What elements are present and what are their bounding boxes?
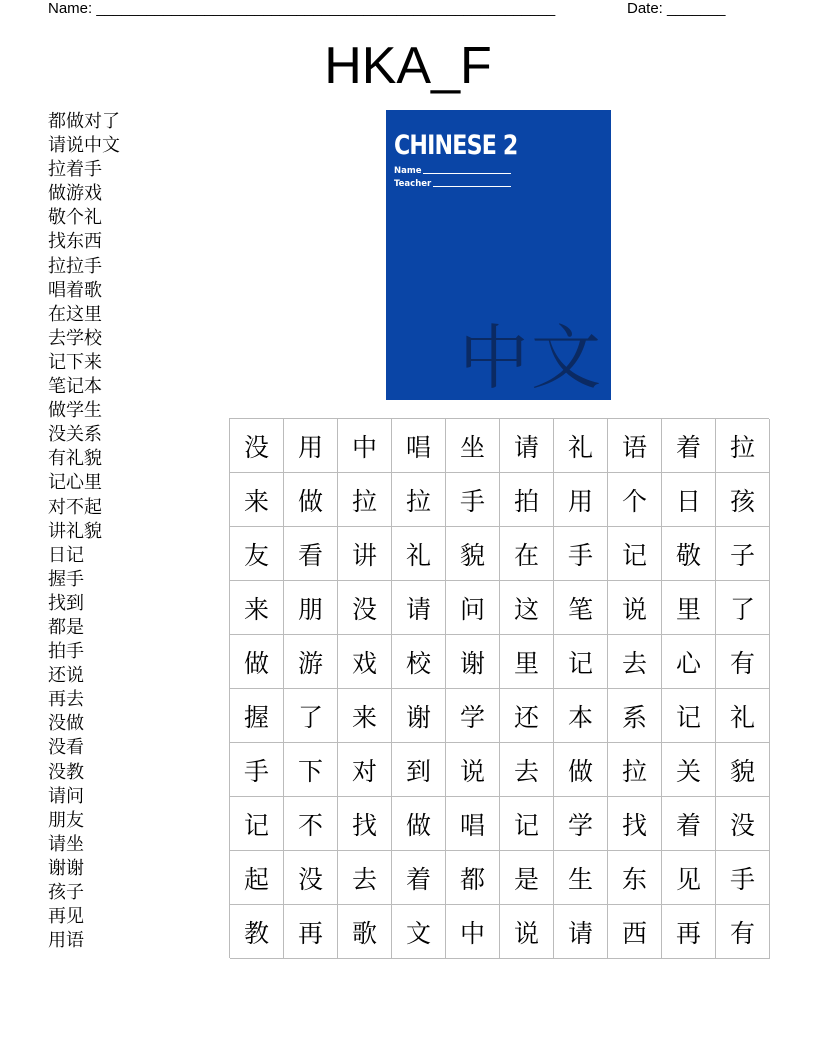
grid-cell: 关 <box>662 743 716 797</box>
grid-cell: 唱 <box>392 419 446 473</box>
grid-cell: 请 <box>392 581 446 635</box>
grid-cell: 记 <box>500 797 554 851</box>
word-list-item: 唱着歌 <box>48 279 102 301</box>
grid-cell: 没 <box>284 851 338 905</box>
cover-teacher-field <box>394 179 511 189</box>
grid-cell: 记 <box>230 797 284 851</box>
page-title: HKA_F <box>324 37 492 95</box>
grid-cell: 见 <box>662 851 716 905</box>
grid-cell: 里 <box>662 581 716 635</box>
grid-cell: 有 <box>716 635 770 689</box>
grid-cell: 学 <box>446 689 500 743</box>
cover-name-label: Name <box>394 166 422 176</box>
grid-cell: 貌 <box>716 743 770 797</box>
cover-name-rule <box>423 173 511 174</box>
grid-cell: 去 <box>500 743 554 797</box>
word-search-grid <box>229 418 769 958</box>
grid-cell: 敬 <box>662 527 716 581</box>
grid-cell: 本 <box>554 689 608 743</box>
grid-cell: 记 <box>608 527 662 581</box>
grid-cell: 说 <box>608 581 662 635</box>
word-list-item: 朋友 <box>48 809 84 831</box>
word-list-item: 用语 <box>48 930 84 952</box>
grid-cell: 问 <box>446 581 500 635</box>
grid-cell: 下 <box>284 743 338 797</box>
grid-cell: 是 <box>500 851 554 905</box>
grid-cell: 中 <box>446 905 500 959</box>
grid-cell: 谢 <box>392 689 446 743</box>
grid-cell: 拉 <box>608 743 662 797</box>
grid-cell: 没 <box>230 419 284 473</box>
grid-cell: 心 <box>662 635 716 689</box>
grid-cell: 系 <box>608 689 662 743</box>
grid-cell: 有 <box>716 905 770 959</box>
grid-cell: 说 <box>500 905 554 959</box>
word-list-item: 讲礼貌 <box>48 520 102 542</box>
grid-cell: 学 <box>554 797 608 851</box>
grid-cell: 请 <box>500 419 554 473</box>
grid-cell: 都 <box>446 851 500 905</box>
word-list-item: 握手 <box>48 568 84 590</box>
grid-cell: 着 <box>392 851 446 905</box>
grid-cell: 手 <box>554 527 608 581</box>
grid-cell: 做 <box>392 797 446 851</box>
grid-cell: 日 <box>662 473 716 527</box>
word-list-item: 做学生 <box>48 400 102 422</box>
grid-cell: 游 <box>284 635 338 689</box>
word-list-item: 拉拉手 <box>48 255 102 277</box>
grid-cell: 友 <box>230 527 284 581</box>
grid-cell: 坐 <box>446 419 500 473</box>
grid-cell: 拍 <box>500 473 554 527</box>
cover-chinese-glyphs: 中文 <box>459 317 603 399</box>
grid-cell: 讲 <box>338 527 392 581</box>
grid-cell: 没 <box>716 797 770 851</box>
word-list-item: 记下来 <box>48 351 102 373</box>
grid-cell: 朋 <box>284 581 338 635</box>
cover-teacher-rule <box>433 186 511 187</box>
word-list-item: 都做对了 <box>48 111 120 132</box>
cover-title: CHINESE 2 <box>394 130 518 161</box>
grid-cell: 手 <box>446 473 500 527</box>
grid-cell: 来 <box>230 473 284 527</box>
word-list-item: 在这里 <box>48 303 102 325</box>
grid-cell: 用 <box>554 473 608 527</box>
word-list-item: 有礼貌 <box>48 448 102 470</box>
word-list-item: 找到 <box>48 592 84 614</box>
word-list-item: 做游戏 <box>48 183 102 205</box>
grid-cell: 说 <box>446 743 500 797</box>
word-list-item: 没看 <box>48 737 84 759</box>
grid-cell: 做 <box>284 473 338 527</box>
grid-cell: 找 <box>338 797 392 851</box>
grid-cell: 去 <box>338 851 392 905</box>
grid-cell: 到 <box>392 743 446 797</box>
grid-cell: 孩 <box>716 473 770 527</box>
grid-cell: 用 <box>284 419 338 473</box>
grid-cell: 来 <box>338 689 392 743</box>
word-list-item: 孩子 <box>48 882 84 903</box>
grid-cell: 看 <box>284 527 338 581</box>
name-field: Name: _______________________________________________________ <box>48 0 556 17</box>
grid-cell: 手 <box>716 851 770 905</box>
word-list <box>48 110 208 953</box>
grid-cell: 歌 <box>338 905 392 959</box>
word-list-item: 再去 <box>48 689 84 711</box>
grid-cell: 拉 <box>716 419 770 473</box>
grid-cell: 礼 <box>716 689 770 743</box>
grid-cell: 了 <box>284 689 338 743</box>
word-list-item: 去学校 <box>48 327 102 349</box>
grid-cell: 着 <box>662 419 716 473</box>
grid-cell: 子 <box>716 527 770 581</box>
word-list-item: 记心里 <box>48 472 102 494</box>
grid-cell: 个 <box>608 473 662 527</box>
word-list-item: 日记 <box>48 544 84 566</box>
grid-cell: 拉 <box>392 473 446 527</box>
grid-cell: 起 <box>230 851 284 905</box>
word-list-item: 没教 <box>48 761 84 783</box>
cover-teacher-label: Teacher <box>394 179 432 189</box>
grid-cell: 戏 <box>338 635 392 689</box>
word-list-item: 还说 <box>48 665 84 687</box>
grid-cell: 这 <box>500 581 554 635</box>
word-list-item: 没关系 <box>48 424 102 446</box>
word-list-item: 再见 <box>48 906 84 928</box>
grid-cell: 没 <box>338 581 392 635</box>
grid-cell: 再 <box>284 905 338 959</box>
grid-cell: 里 <box>500 635 554 689</box>
grid-cell: 唱 <box>446 797 500 851</box>
grid-cell: 再 <box>662 905 716 959</box>
grid-cell: 来 <box>230 581 284 635</box>
word-list-item: 谢谢 <box>48 857 84 879</box>
word-list-item: 敬个礼 <box>48 207 102 229</box>
word-list-item: 请坐 <box>48 833 84 855</box>
grid-cell: 了 <box>716 581 770 635</box>
grid-cell: 西 <box>608 905 662 959</box>
grid-cell: 握 <box>230 689 284 743</box>
grid-cell: 谢 <box>446 635 500 689</box>
grid-cell: 找 <box>608 797 662 851</box>
word-list-item: 请说中文 <box>48 135 120 157</box>
grid-cell: 貌 <box>446 527 500 581</box>
grid-cell: 礼 <box>554 419 608 473</box>
grid-cell: 手 <box>230 743 284 797</box>
grid-cell: 语 <box>608 419 662 473</box>
grid-cell: 文 <box>392 905 446 959</box>
word-list-item: 找东西 <box>48 231 102 253</box>
grid-cell: 做 <box>230 635 284 689</box>
grid-cell: 去 <box>608 635 662 689</box>
grid-cell: 教 <box>230 905 284 959</box>
grid-cell: 着 <box>662 797 716 851</box>
grid-cell: 笔 <box>554 581 608 635</box>
grid-cell: 记 <box>662 689 716 743</box>
word-list-item: 都是 <box>48 616 84 638</box>
grid-cell: 校 <box>392 635 446 689</box>
cover-name-field <box>394 166 511 176</box>
word-list-item: 对不起 <box>48 496 102 518</box>
word-list-item: 拉着手 <box>48 159 102 181</box>
grid-cell: 做 <box>554 743 608 797</box>
word-list-item: 拍手 <box>48 641 84 663</box>
word-list-item: 没做 <box>48 713 84 735</box>
grid-cell: 还 <box>500 689 554 743</box>
grid-cell: 生 <box>554 851 608 905</box>
grid-cell: 礼 <box>392 527 446 581</box>
word-list-item: 请问 <box>48 785 84 807</box>
grid-cell: 请 <box>554 905 608 959</box>
grid-cell: 对 <box>338 743 392 797</box>
grid-cell: 记 <box>554 635 608 689</box>
date-field: Date: _______ <box>627 0 726 17</box>
grid-cell: 中 <box>338 419 392 473</box>
grid-cell: 东 <box>608 851 662 905</box>
book-cover-image <box>386 110 611 400</box>
grid-cell: 不 <box>284 797 338 851</box>
word-list-item: 笔记本 <box>48 376 102 398</box>
grid-cell: 在 <box>500 527 554 581</box>
grid-cell: 拉 <box>338 473 392 527</box>
